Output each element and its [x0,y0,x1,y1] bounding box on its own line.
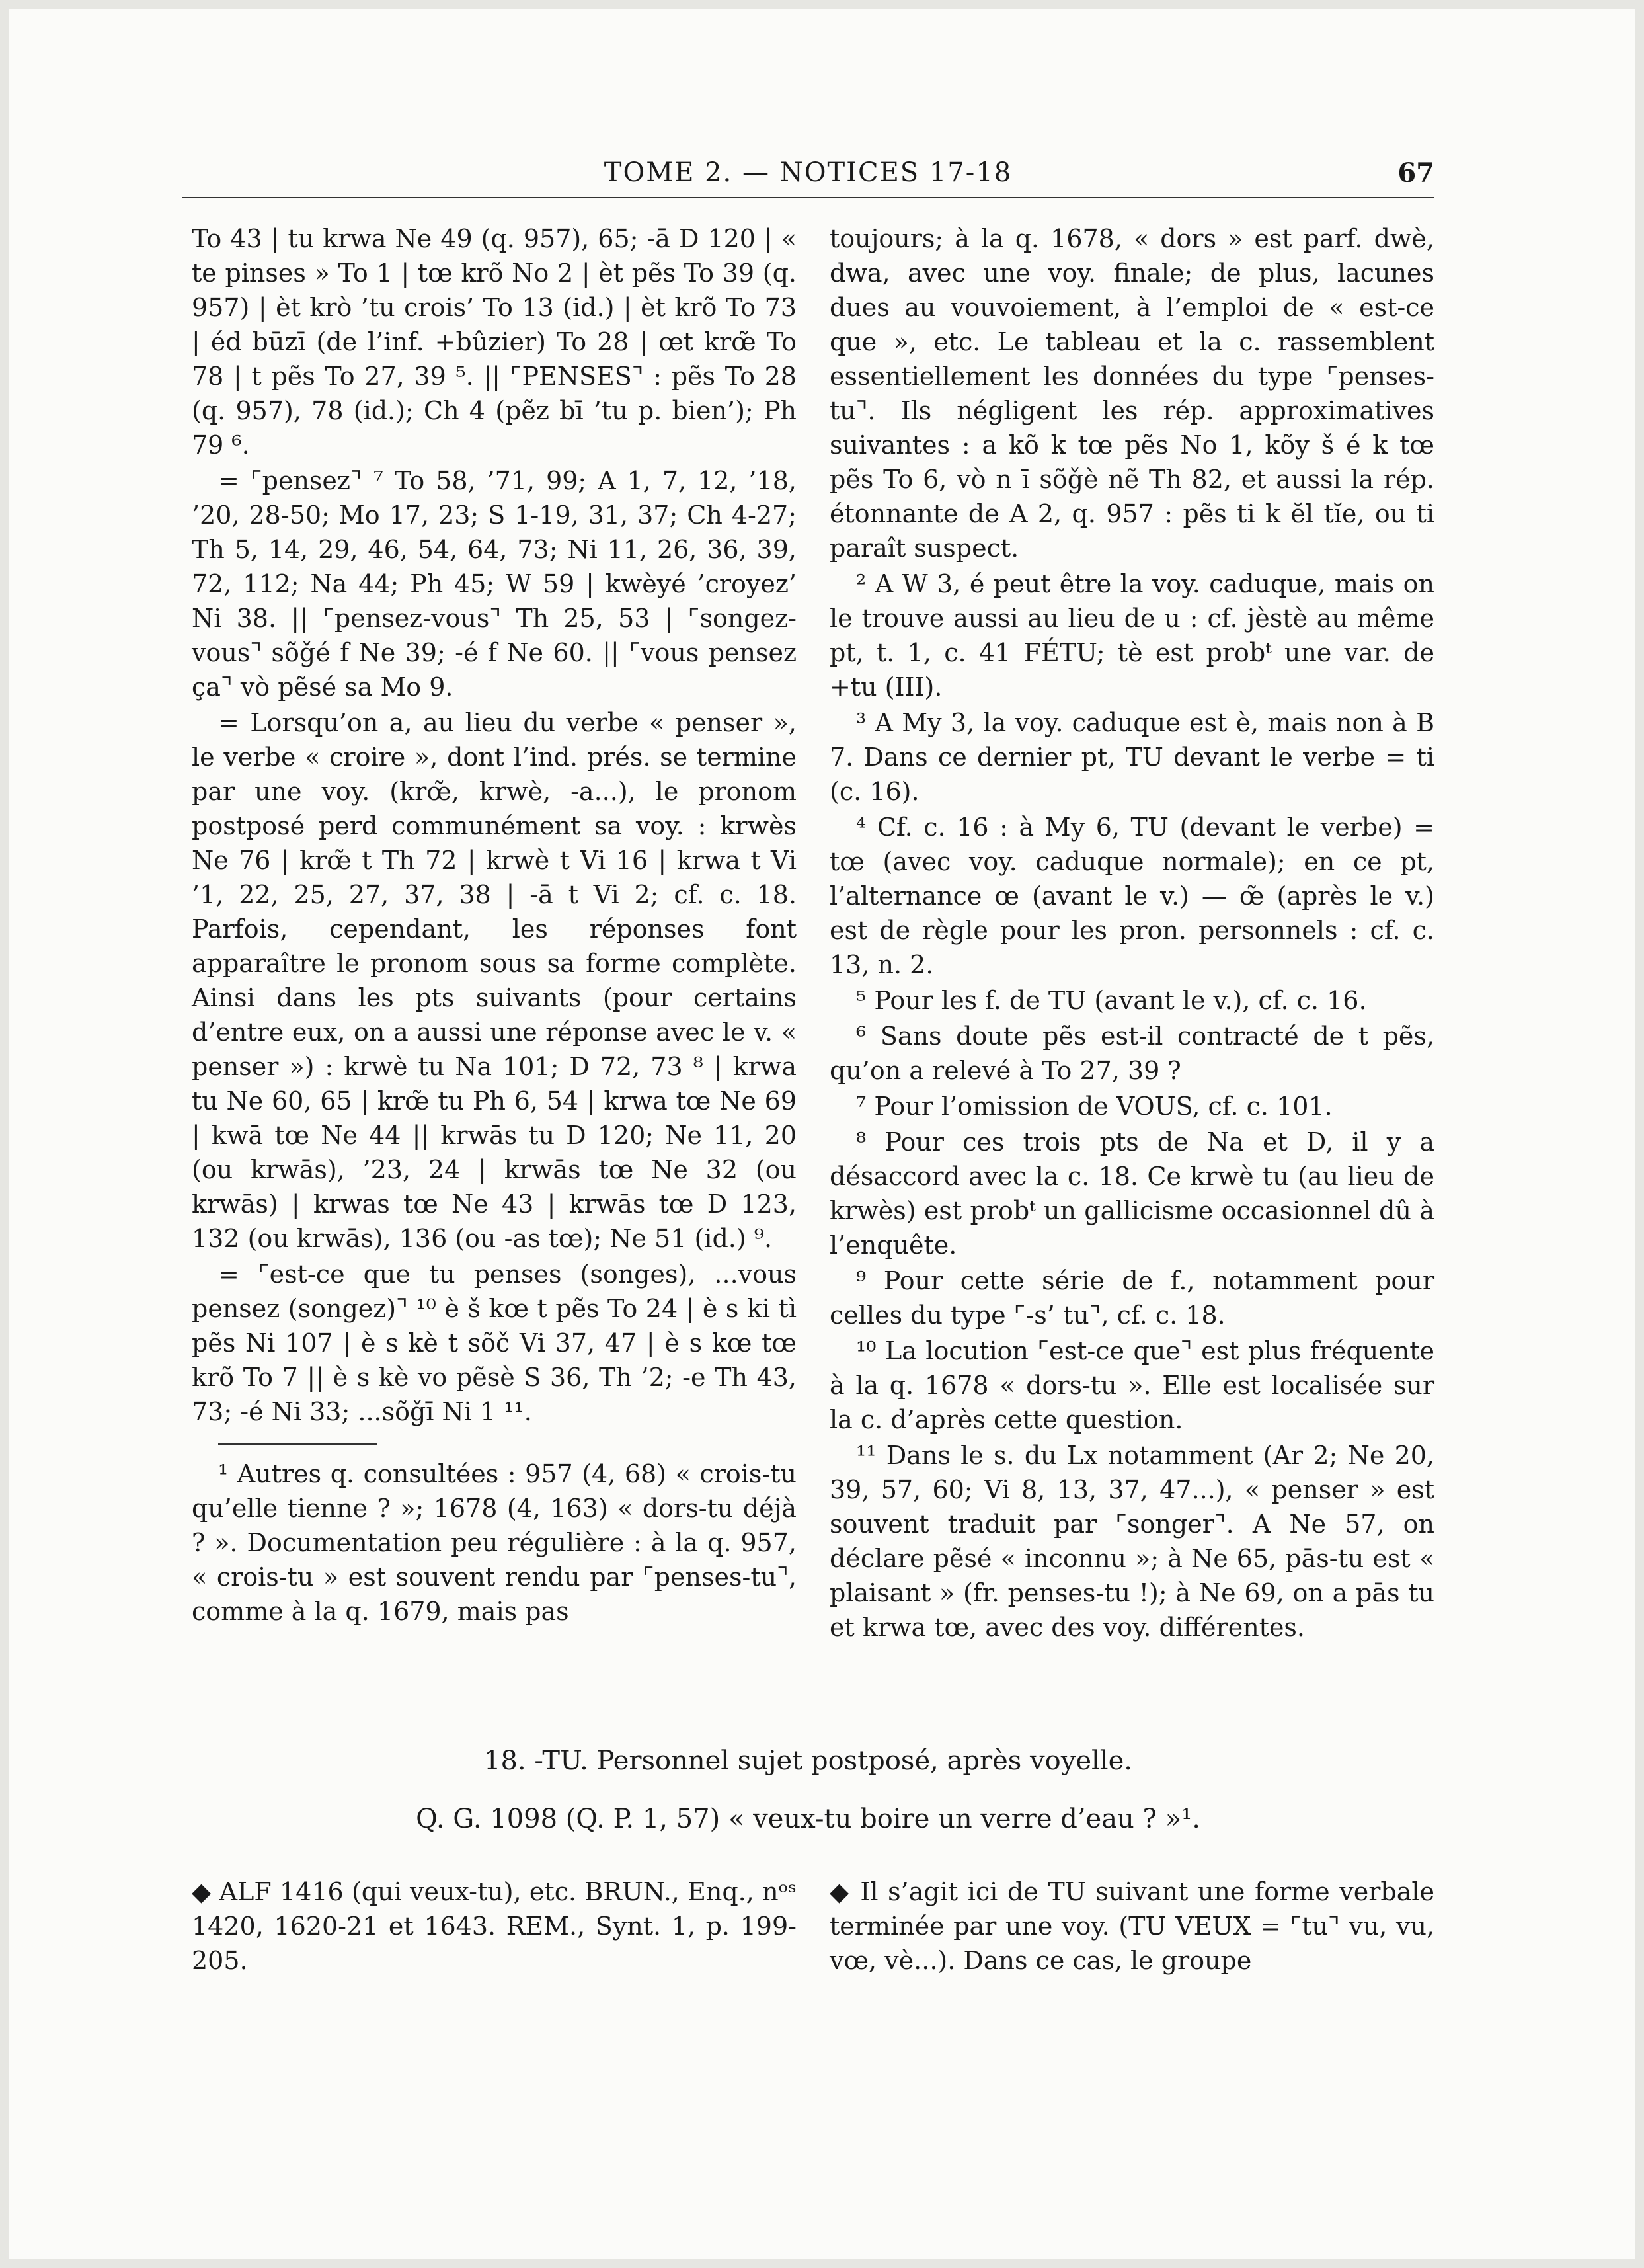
section-right-text: ◆ Il s’agit ici de TU suivant une forme verbale terminée par une voy. (TU VEUX = ⌜tu⌝ vu, vu, vœ, vè...). Dans ce cas, le groupe [830,1877,1434,1975]
footnote-8: ⁸ Pour ces trois pts de Na et D, il y a désaccord avec la c. 18. Ce krwè tu (au lieu de krwès) est probᵗ un gallicisme occasionnel dû à l’enquête. [830,1127,1434,1260]
footnote-7: ⁷ Pour l’omission de VOUS, cf. c. 101. [856,1092,1333,1121]
footnote-9: ⁹ Pour cette série de f., notamment pour celles du type ⌜-s’ tu⌝, cf. c. 18. [830,1266,1434,1330]
footnote-4: ⁴ Cf. c. 16 : à My 6, TU (devant le verbe) = tœ (avec voy. caduque normale); en ce pt, l’alternance œ (avant le v.) — œ̃ (après le v.) est de règle pour les pron. personnels : cf. c. 13, n. 2. [830,813,1434,979]
footnote-5: ⁵ Pour les f. de TU (avant le v.), cf. c. 16. [856,986,1367,1015]
footnote-6: ⁶ Sans doute pẽs est-il contracté de t pẽs, qu’on a relevé à To 27, 39 ? [830,1022,1434,1085]
footnote-11: ¹¹ Dans le s. du Lx notamment (Ar 2; Ne 20, 39, 57, 60; Vi 8, 13, 37, 47...), « penser » est souvent traduit par ⌜songer⌝. A Ne 57, on déclare pẽsé « inconnu »; à Ne 65, pās-tu est « plaisant » (fr. penses-tu !); à Ne 69, on a pās tu et krwa tœ, avec des voy. différentes. [830,1441,1434,1642]
footnote-2: ² A W 3, é peut être la voy. caduque, mais on le trouve aussi au lieu de u : cf. jèstè au même pt, t. 1, c. 41 FÉTU; tè est probᵗ une var. de +tu (III). [830,569,1434,702]
footnote-3: ³ A My 3, la voy. caduque est è, mais non à B 7. Dans ce dernier pt, TU devant le verbe = ti (c. 16). [830,708,1434,806]
section-heading: 18. -TU. Personnel sujet postposé, après voyelle. [484,1746,1132,1776]
footnote-1: ¹ Autres q. consultées : 957 (4, 68) « crois-tu qu’elle tienne ? »; 1678 (4, 163) « dors-tu déjà ? ». Documentation peu régulière : à la q. 957, « crois-tu » est souvent rendu par ⌜penses-tu⌝, comme à la q. 1679, mais pas [192,1459,797,1626]
section-left-text: ◆ ALF 1416 (qui veux-tu), etc. BRUN., Enq., nᵒˢ 1420, 1620-21 et 1643. REM., Synt. 1, p. 199-205. [192,1877,797,1975]
left-paragraph-2: = ⌜pensez⌝ ⁷ To 58, ’71, 99; A 1, 7, 12, ’18, ’20, 28-50; Mo 17, 23; S 1-19, 31, 37; Ch 4-27; Th 5, 14, 29, 46, 54, 64, 73; Ni 11, 26, 36, 39, 72, 112; Na 44; Ph 45; W 59 | kwèyé ’croyez’ Ni 38. || ⌜pensez-vous⌝ Th 25, 53 | ⌜songez-vous⌝ sõǧé f Ne 39; -é f Ne 60. || ⌜vous pensez ça⌝ vò pẽsé sa Mo 9. [192,466,797,702]
left-paragraph-3: = Lorsqu’on a, au lieu du verbe « penser », le verbe « croire », dont l’ind. prés. se termine par une voy. (krœ̃, krwè, -a...), le pronom postposé perd communément sa voy. : krwès Ne 76 | krœ̃ t Th 72 | krwè t Vi 16 | krwa t Vi ’1, 22, 25, 27, 37, 38 | -ā t Vi 2; cf. c. 18. Parfois, cependant, les réponses font apparaître le pronom sous sa forme complète. Ainsi dans les pts suivants (pour certains d’entre eux, on a aussi une réponse avec le v. « penser ») : krwè tu Na 101; D 72, 73 ⁸ | krwa tu Ne 60, 65 | krœ̃ tu Ph 6, 54 | krwa tœ Ne 69 | kwā tœ Ne 44 || krwās tu D 120; Ne 11, 20 (ou krwās), ’23, 24 | krwās tœ Ne 32 (ou krwās) | krwas tœ Ne 43 | krwās tœ D 123, 132 (ou krwās), 136 (ou -as tœ); Ne 51 (id.) ⁹. [192,708,797,1253]
footnote-rule [218,1443,377,1445]
footnote-10: ¹⁰ La locution ⌜est-ce que⌝ est plus fréquente à la q. 1678 « dors-tu ». Elle est localisée sur la c. d’après cette question. [830,1336,1434,1434]
right-column [830,222,1434,1646]
right-paragraph-1: toujours; à la q. 1678, « dors » est parf. dwè, dwa, avec une voy. finale; de plus, lacunes dues au vouvoiement, à l’emploi de « est-ce que », etc. Le tableau et la c. rassemblent essentiellement les données du type ⌜penses-tu⌝. Ils négligent les rép. approximatives suivantes : a kõ k tœ pẽs No 1, kõy š é k tœ pẽs To 6, vò n ī sõǧè nẽ Th 82, et aussi la rép. étonnante de A 2, q. 957 : pẽs ti k ĕl tĭe, ou ti paraît suspect. [830,224,1434,563]
left-paragraph-4: = ⌜est-ce que tu penses (songes), ...vous pensez (songez)⌝ ¹⁰ è š kœ t pẽs To 24 | è s ki tì pẽs Ni 107 | è s kè t sõč Vi 37, 47 | è s kœ tœ krõ To 7 || è s kè vo pẽsè S 36, Th ’2; -e Th 43, 73; -é Ni 33; ...sõǧī Ni 1 ¹¹. [192,1260,797,1426]
page-number: 67 [1397,157,1434,188]
header-title: TOME 2. — NOTICES 17-18 [604,157,1013,188]
running-header [182,157,1434,198]
section-question: Q. G. 1098 (Q. P. 1, 57) « veux-tu boire un verre d’eau ? »¹. [416,1804,1200,1834]
left-paragraph-1: To 43 | tu krwa Ne 49 (q. 957), 65; -ā D 120 | « te pinses » To 1 | tœ krõ No 2 | èt pẽs To 39 (q. 957) | èt krò ’tu crois’ To 13 (id.) | èt krõ To 73 | éd būzī (de l’inf. +bûzier) To 28 | œt krœ̃ To 78 | t pẽs To 27, 39 ⁵. || ⌜PENSES⌝ : pẽs To 28 (q. 957), 78 (id.); Ch 4 (pẽz bī ’tu p. bien’); Ph 79 ⁶. [192,224,797,460]
left-column [192,222,797,1630]
